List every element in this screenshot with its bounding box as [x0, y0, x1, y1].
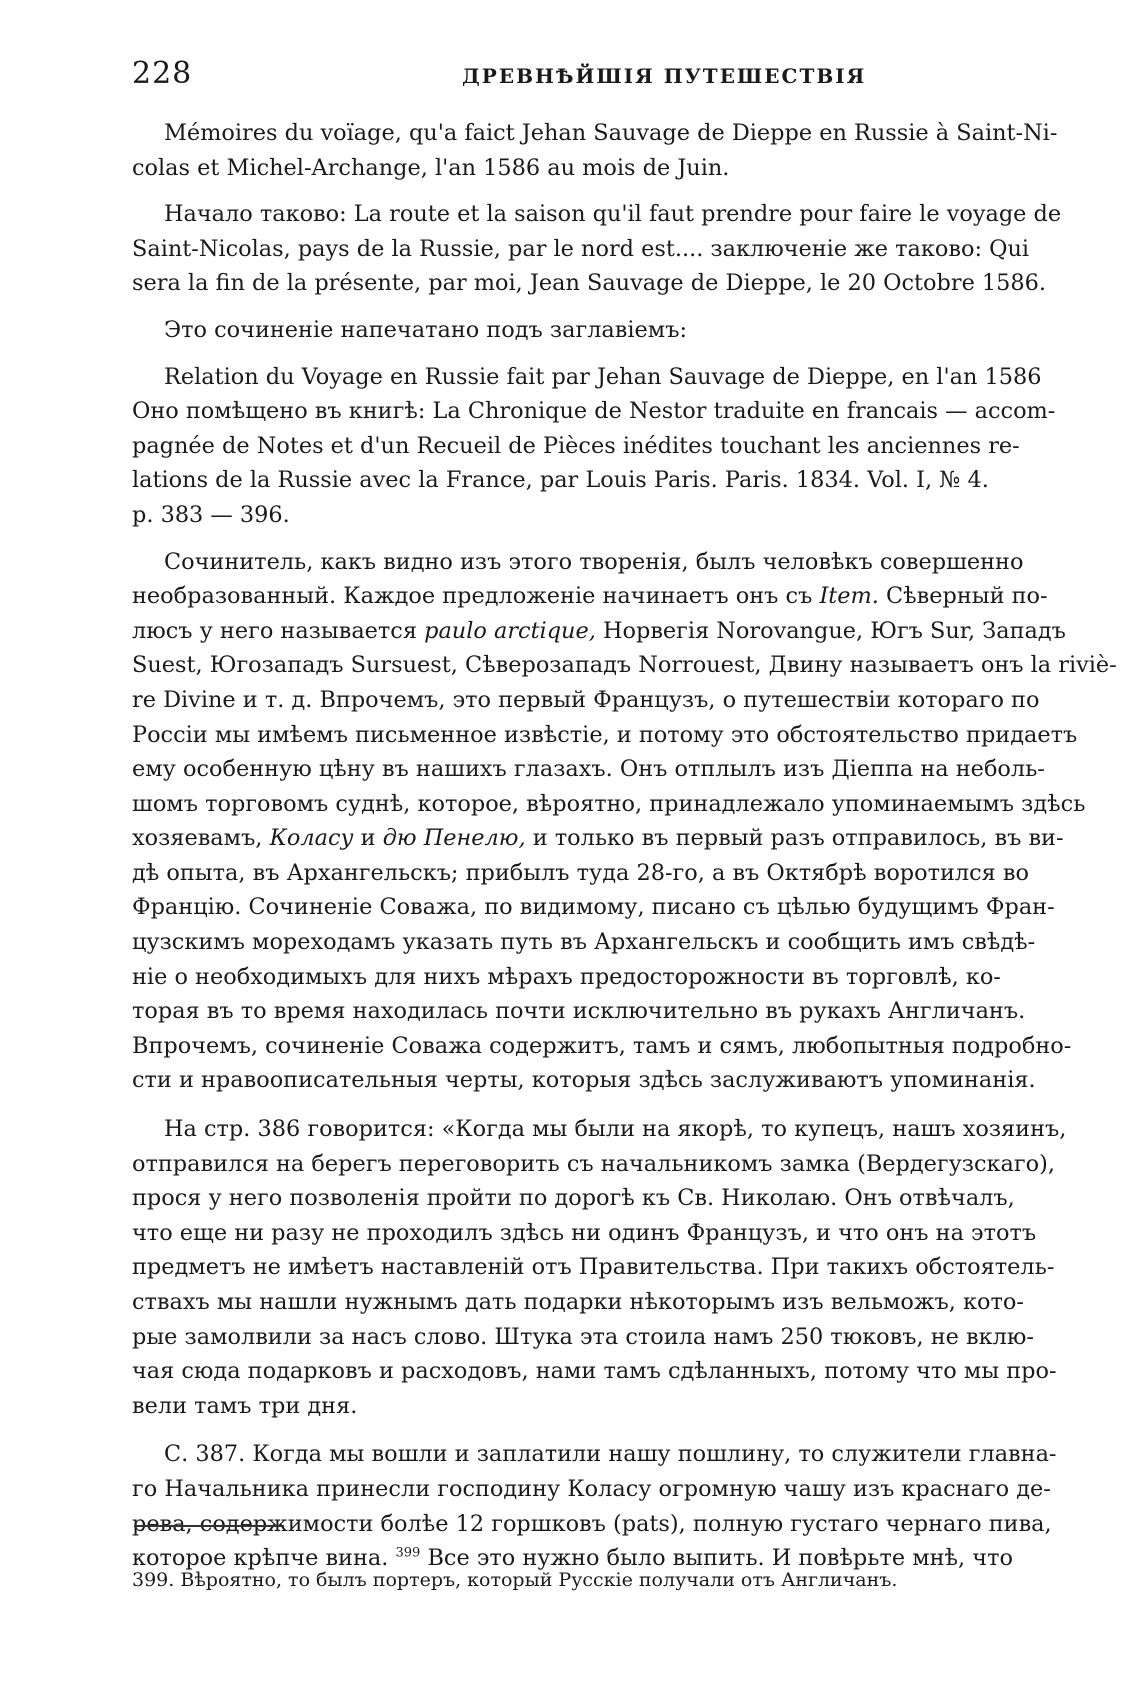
text-line: ніе о необходимыхъ для нихъ мѣрахъ предосторожности въ торговлѣ, ко- — [132, 963, 1001, 990]
footnote-reference: 399 — [395, 1545, 421, 1561]
text-line: Suest, Югозападъ Sursuest, Сѣверозападъ Norrouest, Двину называетъ онъ la riviè- — [132, 652, 1117, 679]
text-line: го Начальника принесли господину Коласу огромную чашу изъ краснаго де- — [132, 1475, 1051, 1502]
page-number: 228 — [132, 56, 193, 91]
text-line — [132, 579, 1082, 614]
paragraph-memoires — [132, 116, 1082, 185]
text-line: цузскимъ мореходамъ указать путь въ Архангельскъ и сообщить имъ свѣдѣ- — [132, 929, 1036, 956]
footnote-text: Вѣроятно, то былъ портеръ, который Русскіе получали отъ Англичанъ. — [180, 1569, 898, 1591]
footnote — [132, 1566, 897, 1594]
text-line: предметъ не имѣетъ наставленій отъ Правительства. При такихъ обстоятель- — [132, 1254, 1055, 1281]
footnote-number: 399. — [132, 1569, 175, 1591]
text-line: отправился на берегъ переговорить съ начальникомъ замка (Вердегузскаго), — [132, 1150, 1055, 1177]
text-span: Все это нужно было выпить. И повѣрьте мнѣ, что — [427, 1545, 1013, 1572]
text-span: и только въ первый разъ отправилось, въ ви- — [525, 825, 1064, 852]
body-text — [132, 116, 1117, 1588]
paragraph-author — [132, 545, 1117, 1099]
text-line: шомъ торговомъ суднѣ, которое, вѣроятно, принадлежало упоминаемымъ здѣсь — [132, 790, 1086, 817]
text-line: Relation du Voyage en Russie fait par Jehan Sauvage de Dieppe, en l'an 1586 — [164, 363, 1042, 390]
text-line: Россіи мы имѣемъ письменное извѣстіе, и потому это обстоятельство придаетъ — [132, 721, 1078, 748]
italic-du-penelyu: дю Пенелю, — [382, 825, 526, 852]
text-span: люсъ у него называется — [132, 617, 417, 644]
text-line: Mémoires du voïage, qu'a faict Jehan Sauvage de Dieppe en Russie à Saint-Ni- — [164, 120, 1058, 146]
text-span: и — [353, 825, 383, 852]
text-line: сти и нравоописательныя черты, которыя здѣсь заслуживаютъ упоминанія. — [132, 1067, 1036, 1094]
text-line — [132, 821, 1082, 856]
paragraph-printed-title — [132, 313, 1082, 348]
text-line: Впрочемъ, сочиненіе Соважа содержитъ, тамъ и сямъ, любопытныя подробно- — [132, 1032, 1072, 1059]
paragraph-page-387 — [132, 1437, 1082, 1575]
text-span: хозяевамъ, — [132, 825, 263, 852]
text-line: sera la fin de la présente, par moi, Jean Sauvage de Dieppe, le 20 Octobre 1586. — [132, 270, 1047, 297]
text-line: рые замолвили за насъ слово. Штука эта стоила намъ 250 тюковъ, не вклю- — [132, 1323, 1034, 1350]
text-line: Это сочиненіе напечатано подъ заглавіемъ: — [164, 316, 687, 343]
text-line: Saint-Nicolas, pays de la Russie, par le nord est.... заключеніе же таково: Qui — [132, 235, 1030, 262]
text-span: Норвегія Norovangue, Югъ Sur, Западъ — [595, 617, 1066, 644]
text-span: которое крѣпче вина. — [132, 1545, 389, 1572]
text-line: ему особенную цѣну въ нашихъ глазахъ. Онъ отплылъ изъ Діеппа на неболь- — [132, 756, 1045, 783]
running-title: ДРЕВНѢЙШІЯ ПУТЕШЕСТВІЯ — [462, 64, 867, 88]
text-line: чая сюда подарковъ и расходовъ, нами тамъ сдѣланныхъ, потому что мы про- — [132, 1358, 1057, 1385]
text-span: необразованный. Каждое предложеніе начинаетъ онъ съ — [132, 583, 813, 610]
text-line — [132, 614, 1082, 649]
text-line: Францію. Сочиненіе Соважа, по видимому, писано съ цѣлью будущимъ Фран- — [132, 894, 1055, 921]
text-line: что еще ни разу не проходилъ здѣсь ни одинъ Французъ, и что онъ на этотъ — [132, 1219, 1037, 1246]
text-line: вели тамъ три дня. — [132, 1392, 358, 1419]
text-line: прося у него позволенія пройти по дорогѣ къ Св. Николаю. Онъ отвѣчалъ, — [132, 1185, 1015, 1212]
text-line: p. 383 — 396. — [132, 501, 290, 528]
footnote-divider — [134, 1525, 284, 1527]
text-line: ствахъ мы нашли нужнымъ дать подарки нѣкоторымъ изъ вельможъ, кото- — [132, 1289, 1024, 1315]
text-line: рева, содержимости болѣе 12 горшковъ (pats), полную густаго чернаго пива, — [132, 1510, 1052, 1537]
paragraph-relation — [132, 360, 1082, 533]
text-line: На стр. 386 говорится: «Когда мы были на якорѣ, то купецъ, нашъ хозяинъ, — [164, 1116, 1067, 1143]
paragraph-beginning — [132, 197, 1082, 301]
italic-kolasu: Коласу — [269, 825, 354, 852]
paragraph-page-386 — [132, 1112, 1082, 1423]
text-line: Оно помѣщено въ книгѣ: La Chronique de Nestor traduite en francais — accom- — [132, 398, 1056, 425]
text-line: Начало таково: La route et la saison qu'il faut prendre pour faire le voyage de — [164, 201, 1062, 228]
italic-paulo-arctique: paulo arctique, — [424, 617, 596, 644]
italic-item: Item. — [819, 583, 879, 610]
text-line: re Divine и т. д. Впрочемъ, это первый Французъ, о путешествіи котораго по — [132, 686, 1040, 713]
text-line: Сочинитель, какъ видно изъ этого творенія, былъ человѣкъ совершенно — [164, 548, 1024, 575]
text-line: дѣ опыта, въ Архангельскъ; прибылъ туда 28-го, а въ Октябрѣ воротился во — [132, 859, 1030, 886]
text-span: Сѣверный по- — [878, 583, 1048, 610]
text-line: colas et Michel-Archange, l'an 1586 au mois de Juin. — [132, 154, 730, 181]
text-line: pagnée de Notes et d'un Recueil de Pièces inédites touchant les anciennes re- — [132, 432, 1020, 459]
text-line: торая въ то время находилась почти исключительно въ рукахъ Англичанъ. — [132, 998, 1026, 1025]
text-line: lations de la Russie avec la France, par Louis Paris. Paris. 1834. Vol. I, № 4. — [132, 467, 989, 494]
text-line: С. 387. Когда мы вошли и заплатили нашу пошлину, то служители главна- — [164, 1441, 1057, 1468]
